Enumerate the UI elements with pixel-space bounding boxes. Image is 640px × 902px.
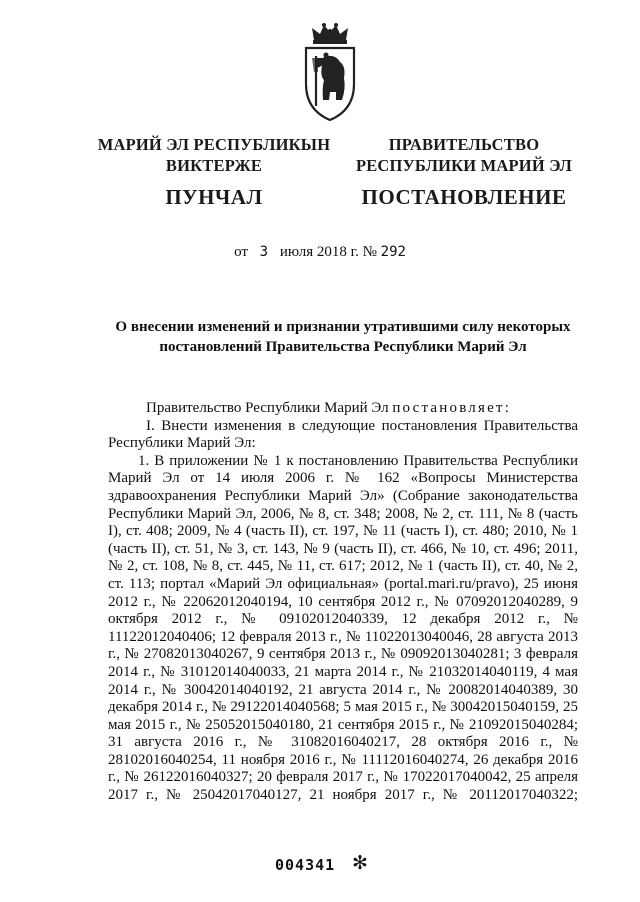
date-prefix: от — [234, 244, 248, 260]
coat-of-arms-bear-icon — [302, 22, 358, 124]
intro-decree-word: постановляет: — [392, 400, 512, 416]
item-1-paragraph: I. Внести изменения в следующие постановления Правительства Республики Марий Эл: — [108, 417, 578, 452]
subject-line-1: О внесении изменений и признании утратившими силу некоторых — [115, 319, 571, 335]
star-mark-icon: ✻ — [352, 853, 368, 874]
item-1-1-paragraph: 1. В приложении № 1 к постановлению Правительства Республики Марий Эл от 14 июля 2006 г. № 162 «Вопросы Министерства здравоохранения Республики Марий Эл» (Собрание законодательства Республики Марий Эл, 2006, № 8, ст. 348; 2008, № 2, ст. 111, № 8 (часть I), ст. 408; 2009, № 4 (часть II), ст. 197, № 11 (часть I), ст. 480; 2010, № 1 (часть II), ст. 51, № 3, ст. 143, № 9 (часть II), ст. 466, № 10, ст. 496; 2011, № 2, ст. 108, № 8, ст. 445, № 11, ст. 617; 2012, № 1 (часть II), ст. 40, № 2, ст. 113; портал «Марий Эл официальная» (portal.mari.ru/pravo), 25 июня 2012 г., № 22062012040194, 10 сентября 2012 г., № 07092012040289, 9 октября 2012 г., № 09102012040339, 12 декабря 2012 г., № 11122012040406; 12 февраля 2013 г., № 11022013040046, 28 августа 2013 г., № 27082013040267, 9 сентября 2013 г., № 09092013040281; 3 февраля 2014 г., № 31012014040033, 21 марта 2014 г., № 21032014040119, 4 мая 2014 г., № 30042014040192, 21 августа 2014 г., № 20082014040389, 30 декабря 2014 г., № 29122014040568; 5 мая 2015 г., № 30042015040159, 25 мая 2015 г., № 25052015040180, 21 сентября 2015 г., № 21092015040284; 31 августа 2016 г., № 31082016040217, 28 октября 2016 г., № 28102016040254, 11 ноября 2016 г., № 11112016040274, 26 декабря 2016 г., № 26122016040327; 20 февраля 2017 г., № 17022017040042, 25 апреля 2017 г., № 25042017040127, 21 ноября 2017 г., № 20112017040322; — [108, 452, 578, 804]
header-right-doc-type: ПОСТАНОВЛЕНИЕ — [361, 185, 567, 209]
date-day: 3 — [259, 244, 269, 260]
header-left-line1: МАРИЙ ЭЛ РЕСПУБЛИКЫН — [97, 135, 331, 154]
header-right-block — [340, 134, 588, 210]
date-month-year: июля 2018 г. — [279, 244, 359, 260]
document-date-line — [0, 244, 640, 261]
intro-text: Правительство Республики Марий Эл — [146, 400, 393, 416]
header-left-block — [96, 134, 332, 210]
subject-line-2: постановлений Правительства Республики Марий Эл — [159, 339, 527, 355]
document-subject — [112, 317, 574, 357]
header-right-line2: РЕСПУБЛИКИ МАРИЙ ЭЛ — [355, 156, 573, 175]
form-serial-number: 004341 — [275, 856, 336, 874]
document-body — [108, 400, 578, 805]
document-number: 292 — [380, 244, 406, 260]
number-sign: № — [362, 244, 377, 260]
intro-paragraph — [108, 400, 578, 418]
header-left-line2: ВИКТЕРЖЕ — [165, 156, 263, 175]
header-right-line1: ПРАВИТЕЛЬСТВО — [388, 135, 540, 154]
header-left-doc-type: ПУНЧАЛ — [165, 185, 263, 209]
